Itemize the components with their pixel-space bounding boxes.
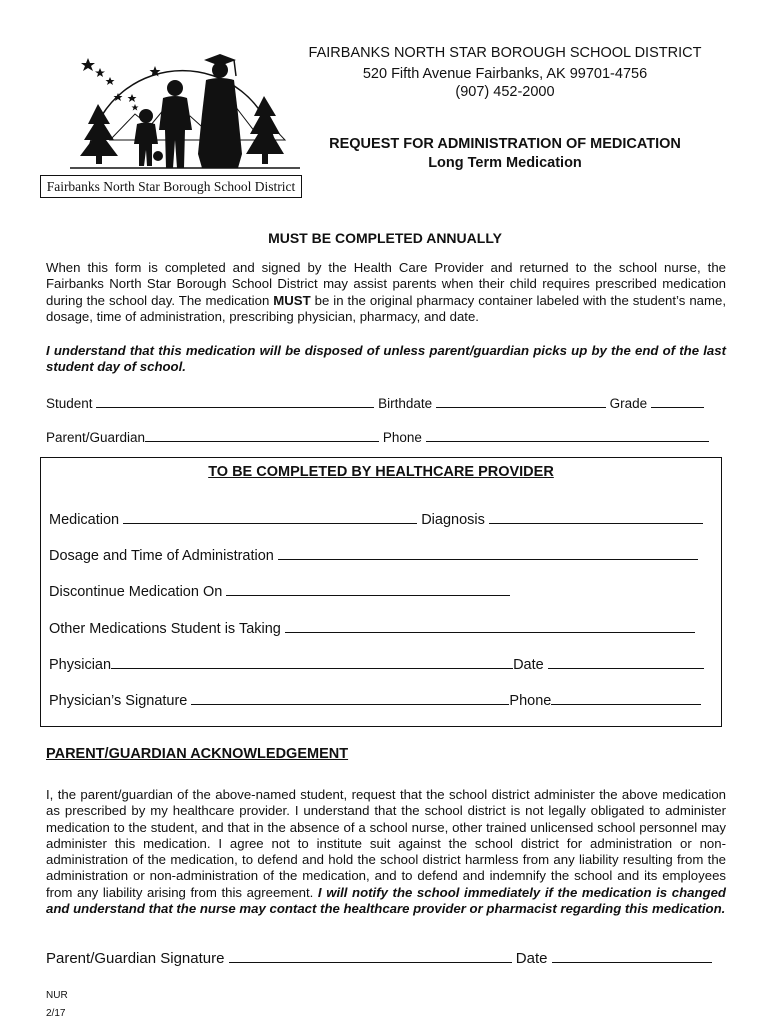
tree-left-icon [80,104,118,164]
dosage-field[interactable] [278,546,698,560]
district-phone: (907) 452-2000 [455,84,555,100]
acknowledgement-body [46,787,726,917]
medication-label: Medication [49,512,120,528]
dosage-label: Dosage and Time of Administration [49,548,274,564]
parent-date-label: Date [515,950,548,967]
physician-date-field[interactable] [548,655,704,669]
physician-phone-field[interactable] [551,691,701,705]
teen-figure-icon [159,80,192,168]
parent-label: Parent/Guardian [46,430,146,445]
parent-row [46,428,726,445]
physician-date-label: Date [513,657,544,673]
acknowledgement-text: I, the parent/guardian of the above-named student, request that the school district administer the above medication as prescribed by my healthcare provider. I understand that the school district is not legally obligated to administer medication to the student, and that in the absence of a school nurse, other trained unlicensed school personnel may administer this medication. I agree not to institute suit against the school district for administration or non-administration of the medication, to defend and hold the school district harmless from any liability resulting from the administration or non-administration of the medication, and to defend and indemnify the school and its employees from any liability arising from this agreement. [46,787,726,900]
provider-section [40,457,722,727]
disposal-notice: I understand that this medication will be disposed of unless parent/guardian picks up by the end of the last student day of school. [46,343,726,375]
dosage-row [49,546,714,564]
child-figure-icon [134,109,163,166]
district-address: 520 Fifth Avenue Fairbanks, AK 99701-4756 [362,66,648,82]
form-code: NUR [46,990,68,1001]
district-name: FAIRBANKS NORTH STAR BOROUGH SCHOOL DISTRICT [308,45,702,61]
birthdate-label: Birthdate [378,396,433,411]
grade-field[interactable] [651,394,704,408]
tree-right-icon [246,96,284,164]
student-label: Student [46,396,93,411]
other-meds-field[interactable] [285,619,695,633]
discontinue-label: Discontinue Medication On [49,584,223,600]
intro-paragraph [46,260,726,326]
medication-field[interactable] [123,510,417,524]
student-field[interactable] [96,394,374,408]
student-row [46,394,726,411]
provider-heading: TO BE COMPLETED BY HEALTHCARE PROVIDER [208,464,554,480]
acknowledgement-heading: PARENT/GUARDIAN ACKNOWLEDGEMENT [46,746,349,762]
form-title: REQUEST FOR ADMINISTRATION OF MEDICATION [329,136,681,152]
signature-row [49,691,714,709]
discontinue-row [49,582,714,600]
form-revision: 2/17 [46,1008,66,1019]
physician-signature-label: Physician’s Signature [49,693,188,709]
logo-caption: Fairbanks North Star Borough School District [40,175,302,198]
birthdate-field[interactable] [436,394,606,408]
parent-date-field[interactable] [552,949,712,963]
phone-field[interactable] [426,428,709,442]
acknowledgement-emphasis: I will notify the school immediately if the medication is changed and understand that the nurse may contact the healthcare provider or pharmacist regarding this medication. [46,884,726,917]
district-logo [40,44,302,198]
parent-signature-field[interactable] [229,949,512,963]
discontinue-field[interactable] [226,582,510,596]
parent-signature-label: Parent/Guardian Signature [46,950,225,967]
intro-must: MUST [273,292,311,308]
physician-row [49,655,714,673]
physician-label: Physician [49,657,112,673]
diagnosis-label: Diagnosis [421,512,485,528]
other-meds-row [49,619,714,637]
logo-illustration [40,44,302,176]
physician-signature-field[interactable] [191,691,509,705]
annual-notice: MUST BE COMPLETED ANNUALLY [268,230,502,246]
medication-row [49,510,714,528]
phone-label: Phone [382,430,422,445]
form-subtitle: Long Term Medication [428,155,582,171]
diagnosis-field[interactable] [489,510,703,524]
graduate-figure-icon [198,54,242,168]
intro-text-1: When this form is completed and signed by the Health Care Provider and returned to the school nurse, the Fairbanks North Star Borough School District may assist parents when their child requires prescribed medication during the school day. The medication [46,260,726,308]
parent-field[interactable] [145,428,379,442]
parent-signature-row [46,949,712,967]
grade-label: Grade [609,396,648,411]
other-meds-label: Other Medications Student is Taking [49,621,281,637]
star-icons [81,58,161,111]
physician-phone-label: Phone [509,693,552,709]
intro-text-2: be in the original pharmacy container labeled with the student’s name, dosage, time of administration, prescribing physician, pharmacy, and date. [46,292,726,325]
physician-field[interactable] [111,655,513,669]
